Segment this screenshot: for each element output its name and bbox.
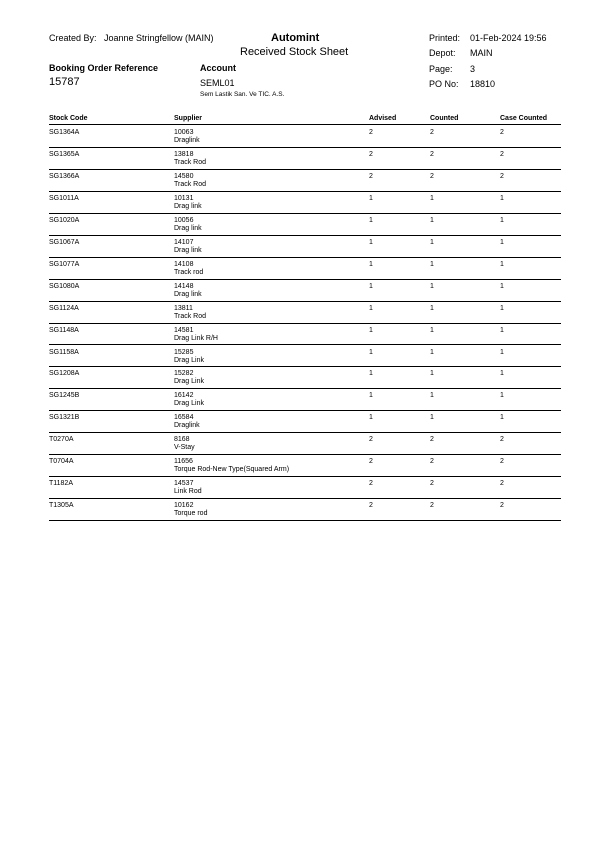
cell-case-counted: 1 (500, 304, 504, 312)
column-header-counted: Counted (430, 115, 459, 122)
cell-stock-code: SG1366A (49, 172, 80, 180)
cell-supplier-ref: 15282 (174, 370, 194, 378)
cell-stock-code: SG1080A (49, 282, 80, 290)
cell-stock-code: SG1011A (49, 194, 79, 202)
depot-label: Depot: (429, 48, 456, 58)
cell-description: Drag Link (174, 356, 204, 364)
table-row (0, 170, 595, 192)
cell-case-counted: 1 (500, 414, 504, 422)
cell-counted: 2 (430, 129, 434, 136)
table-row (0, 214, 595, 236)
cell-case-counted: 2 (500, 129, 504, 136)
cell-supplier-ref: 14148 (174, 282, 194, 290)
table-row (0, 499, 595, 521)
cell-supplier-ref: 14537 (174, 480, 194, 488)
cell-advised: 1 (369, 392, 373, 400)
table-row (0, 477, 595, 499)
cell-advised: 1 (369, 348, 373, 356)
table-row (0, 389, 595, 411)
cell-advised: 1 (369, 238, 373, 246)
cell-supplier-ref: 13811 (174, 304, 193, 312)
page-value: 3 (470, 64, 476, 74)
cell-supplier-ref: 11656 (174, 458, 193, 466)
cell-description: Drag link (174, 224, 202, 232)
table-row (0, 280, 595, 302)
company-name: Automint (271, 32, 320, 44)
column-header-advised: Advised (369, 115, 397, 122)
cell-stock-code: SG1020A (49, 216, 80, 224)
cell-description: Torque Rod-New Type(Squared Arm) (174, 466, 290, 474)
cell-case-counted: 2 (500, 172, 504, 180)
cell-supplier-ref: 10063 (174, 129, 194, 136)
cell-stock-code: SG1245B (49, 392, 80, 400)
account-code: SEML01 (200, 78, 235, 88)
table-row (0, 126, 595, 148)
cell-case-counted: 1 (500, 348, 504, 356)
cell-counted: 1 (430, 348, 434, 356)
cell-case-counted: 2 (500, 150, 504, 158)
cell-counted: 1 (430, 414, 434, 422)
cell-description: Draglink (174, 422, 200, 430)
cell-advised: 1 (369, 304, 373, 312)
cell-supplier-ref: 14108 (174, 260, 194, 268)
cell-supplier-ref: 15285 (174, 348, 194, 356)
cell-description: Track rod (174, 268, 204, 276)
cell-advised: 2 (369, 502, 373, 510)
row-divider (49, 520, 561, 521)
table-row (0, 411, 595, 433)
cell-counted: 2 (430, 458, 434, 466)
cell-advised: 1 (369, 414, 373, 422)
cell-advised: 1 (369, 194, 373, 202)
cell-counted: 1 (430, 216, 434, 224)
cell-counted: 2 (430, 502, 434, 510)
cell-description: Drag Link (174, 400, 204, 408)
cell-case-counted: 2 (500, 480, 504, 488)
cell-description: Track Rod (174, 312, 207, 320)
cell-description: Drag link (174, 290, 202, 298)
cell-stock-code: T1182A (49, 480, 73, 488)
cell-description: Link Rod (174, 488, 202, 496)
cell-supplier-ref: 14580 (174, 172, 194, 180)
cell-supplier-ref: 8168 (174, 436, 190, 444)
cell-stock-code: T0270A (49, 436, 74, 444)
table-row (0, 148, 595, 170)
cell-advised: 2 (369, 458, 373, 466)
cell-stock-code: T0704A (49, 458, 74, 466)
cell-description: Drag link (174, 246, 202, 254)
cell-description: Drag link (174, 202, 202, 210)
depot-value: MAIN (470, 48, 493, 58)
cell-case-counted: 1 (500, 238, 504, 246)
column-header-supplier: Supplier (174, 115, 203, 122)
cell-advised: 1 (369, 370, 373, 378)
table-row (0, 324, 595, 346)
page-label: Page: (429, 64, 453, 74)
cell-supplier-ref: 14107 (174, 238, 194, 246)
cell-supplier-ref: 16584 (174, 414, 194, 422)
cell-description: Track Rod (174, 158, 207, 166)
cell-advised: 1 (369, 326, 373, 334)
cell-description: Drag Link R/H (174, 334, 218, 342)
cell-supplier-ref: 10162 (174, 502, 194, 510)
cell-counted: 1 (430, 194, 434, 202)
cell-case-counted: 1 (500, 370, 504, 378)
column-header-stock-code: Stock Code (49, 115, 88, 122)
cell-counted: 1 (430, 326, 434, 334)
cell-counted: 1 (430, 238, 434, 246)
cell-case-counted: 1 (500, 282, 504, 290)
cell-stock-code: SG1158A (49, 348, 79, 356)
cell-counted: 2 (430, 150, 434, 158)
cell-case-counted: 1 (500, 392, 504, 400)
table-row (0, 367, 595, 389)
po-value: 18810 (470, 79, 496, 89)
printed-label: Printed: (429, 33, 461, 43)
cell-advised: 2 (369, 150, 373, 158)
cell-case-counted: 2 (500, 436, 504, 444)
cell-case-counted: 2 (500, 502, 504, 510)
cell-advised: 2 (369, 436, 373, 444)
cell-case-counted: 2 (500, 458, 504, 466)
cell-stock-code: SG1067A (49, 238, 80, 246)
cell-case-counted: 1 (500, 326, 504, 334)
cell-counted: 1 (430, 370, 434, 378)
document-title: Received Stock Sheet (240, 46, 349, 58)
cell-advised: 1 (369, 260, 373, 268)
booking-ref-label: Booking Order Reference (49, 63, 159, 73)
cell-counted: 2 (430, 172, 434, 180)
cell-advised: 1 (369, 282, 373, 290)
table-row (0, 302, 595, 324)
account-label: Account (200, 63, 236, 73)
table-row (0, 455, 595, 477)
table-row (0, 258, 595, 280)
table-row (0, 192, 595, 214)
cell-counted: 1 (430, 304, 434, 312)
cell-supplier-ref: 10131 (174, 194, 194, 202)
created-by-label: Created By: (49, 33, 97, 43)
cell-stock-code: SG1365A (49, 150, 80, 158)
account-name: Sem Lastik San. Ve TIC. A.S. (200, 91, 285, 98)
cell-description: Drag Link (174, 378, 204, 386)
column-header-case-counted: Case Counted (500, 115, 548, 122)
po-label: PO No: (429, 79, 459, 89)
cell-case-counted: 1 (500, 216, 504, 224)
cell-stock-code: SG1208A (49, 370, 80, 378)
cell-description: V-Stay (174, 444, 195, 452)
cell-stock-code: SG1321B (49, 414, 80, 422)
cell-counted: 2 (430, 480, 434, 488)
cell-counted: 2 (430, 436, 434, 444)
printed-value: 01-Feb-2024 19:56 (470, 33, 547, 43)
cell-supplier-ref: 14581 (174, 326, 194, 334)
cell-supplier-ref: 16142 (174, 392, 194, 400)
cell-supplier-ref: 10056 (174, 216, 194, 224)
cell-counted: 1 (430, 260, 434, 268)
cell-counted: 1 (430, 392, 434, 400)
cell-case-counted: 1 (500, 194, 504, 202)
cell-stock-code: SG1148A (49, 326, 79, 334)
cell-advised: 2 (369, 480, 373, 488)
header-divider (49, 124, 561, 125)
cell-case-counted: 1 (500, 260, 504, 268)
cell-counted: 1 (430, 282, 434, 290)
cell-description: Torque rod (174, 510, 208, 518)
created-by-value: Joanne Stringfellow (MAIN) (104, 33, 214, 43)
cell-description: Track Rod (174, 180, 207, 188)
table-row (0, 236, 595, 258)
cell-stock-code: T1305A (49, 502, 74, 510)
cell-supplier-ref: 13818 (174, 150, 194, 158)
cell-stock-code: SG1077A (49, 260, 80, 268)
cell-advised: 1 (369, 216, 373, 224)
cell-advised: 2 (369, 172, 373, 180)
cell-description: Draglink (174, 137, 200, 144)
cell-stock-code: SG1364A (49, 129, 80, 136)
table-row (0, 346, 595, 368)
booking-ref-value: 15787 (49, 76, 80, 88)
table-row (0, 433, 595, 455)
cell-advised: 2 (369, 129, 373, 136)
cell-stock-code: SG1124A (49, 304, 79, 312)
